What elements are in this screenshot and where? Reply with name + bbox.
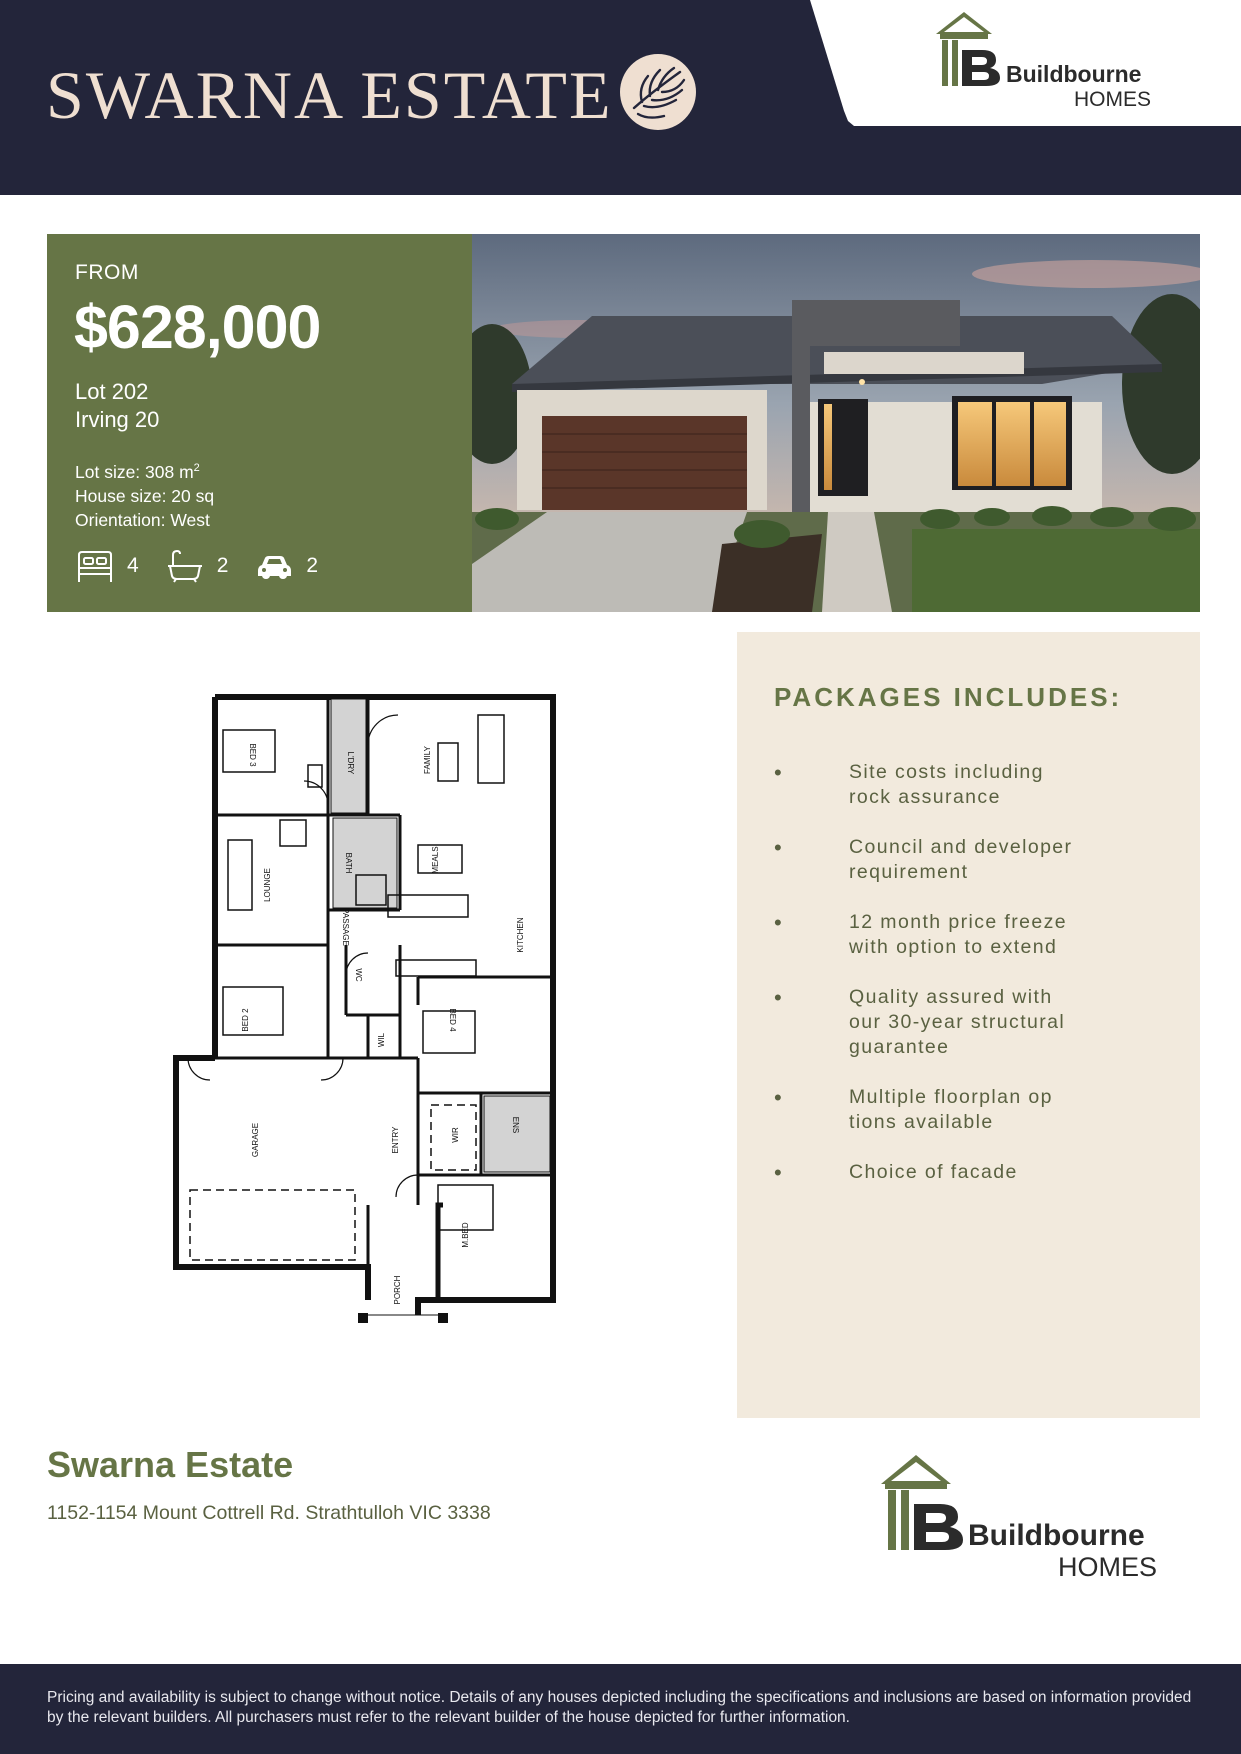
room-laundry: L'DRY — [346, 751, 355, 775]
list-item: • Council and developer requirement — [774, 835, 1073, 883]
lot-details — [75, 378, 159, 434]
room-porch: PORCH — [393, 1275, 402, 1305]
room-meals: MEALS — [431, 846, 440, 874]
room-master-bed: M.BED — [461, 1222, 470, 1248]
bullet-icon: • — [774, 985, 784, 1010]
svg-text:Buildbourne: Buildbourne — [968, 1519, 1145, 1552]
list-item: • Site costs including rock assurance — [774, 760, 1044, 808]
list-item: • 12 month price freeze with option to extend — [774, 910, 1068, 958]
packages-panel — [737, 632, 1200, 1418]
room-garage: GARAGE — [251, 1122, 260, 1158]
room-bed2: BED 2 — [241, 1008, 250, 1032]
bullet-icon: • — [774, 835, 784, 860]
bedrooms-count: 4 — [127, 554, 139, 577]
room-entry: ENTRY — [391, 1126, 400, 1154]
packages-title: PACKAGES INCLUDES: — [774, 682, 1123, 712]
bathrooms-count: 2 — [216, 554, 229, 577]
room-wc: WC — [354, 968, 363, 982]
bullet-icon: • — [774, 1160, 784, 1185]
bullet-icon: • — [774, 1085, 784, 1110]
svg-text:HOMES: HOMES — [1074, 88, 1152, 110]
carspaces-count: 2 — [306, 554, 319, 577]
floorplan-diagram — [168, 685, 560, 1335]
car-icon — [254, 549, 294, 583]
specs — [75, 456, 214, 532]
list-item: • Quality assured with our 30-year structural guarantee — [774, 985, 1066, 1058]
bed-icon — [75, 549, 115, 583]
room-bed3: BED 3 — [248, 743, 257, 767]
room-wil: WIL — [377, 1032, 386, 1048]
lot-number: Lot 202 — [75, 379, 149, 404]
packages-list — [774, 760, 1174, 1210]
price: $628,000 — [74, 293, 321, 361]
orientation: Orientation: West — [75, 509, 210, 530]
bath-icon — [165, 549, 205, 583]
house-size: House size: 20 sq — [75, 485, 215, 506]
list-item: • Multiple floorplan op tions available — [774, 1085, 1053, 1133]
house-render-image — [472, 234, 1200, 612]
room-lounge: LOUNGE — [263, 868, 272, 902]
buildbourne-logo — [934, 10, 1170, 110]
buildbourne-logo-footer — [876, 1452, 1176, 1582]
feature-row — [75, 549, 344, 583]
leaf-emblem-icon — [618, 52, 698, 132]
price-panel — [47, 234, 472, 612]
room-kitchen: KITCHEN — [516, 917, 525, 953]
svg-text:Buildbourne: Buildbourne — [1006, 61, 1142, 87]
svg-text:HOMES: HOMES — [1058, 1552, 1158, 1582]
room-wir: WIR — [451, 1127, 460, 1143]
lot-size: Lot size: 308 $m^2$ — [75, 461, 200, 482]
room-passage: PASSAGE — [341, 908, 350, 946]
carspaces-feature — [254, 549, 318, 583]
room-bath: BATH — [344, 852, 353, 874]
house-design: Irving 20 — [75, 407, 160, 432]
bathrooms-feature — [165, 549, 229, 583]
estate-title: SWARNA ESTATE — [46, 57, 613, 133]
bedrooms-feature — [75, 549, 139, 583]
estate-address: 1152-1154 Mount Cottrell Rd. Strathtulloh VIC 3338 — [47, 1502, 491, 1524]
bullet-icon: • — [774, 760, 784, 785]
disclaimer-text: Pricing and availability is subject to change without notice. Details of any houses depicted including the specifications and inclusions are based on information provided by the relevant builders. All purchasers must refer to the relevant builder of the house depicted for further information. — [47, 1689, 1192, 1726]
estate-name: Swarna Estate — [47, 1444, 294, 1485]
room-ensuite: ENS — [511, 1116, 520, 1134]
room-bed4: BED 4 — [448, 1008, 457, 1032]
bullet-icon: • — [774, 910, 784, 935]
room-family: FAMILY — [423, 746, 432, 774]
from-label: FROM — [75, 261, 139, 284]
disclaimer-bar — [0, 1664, 1241, 1754]
list-item: • Choice of facade — [774, 1160, 1018, 1185]
